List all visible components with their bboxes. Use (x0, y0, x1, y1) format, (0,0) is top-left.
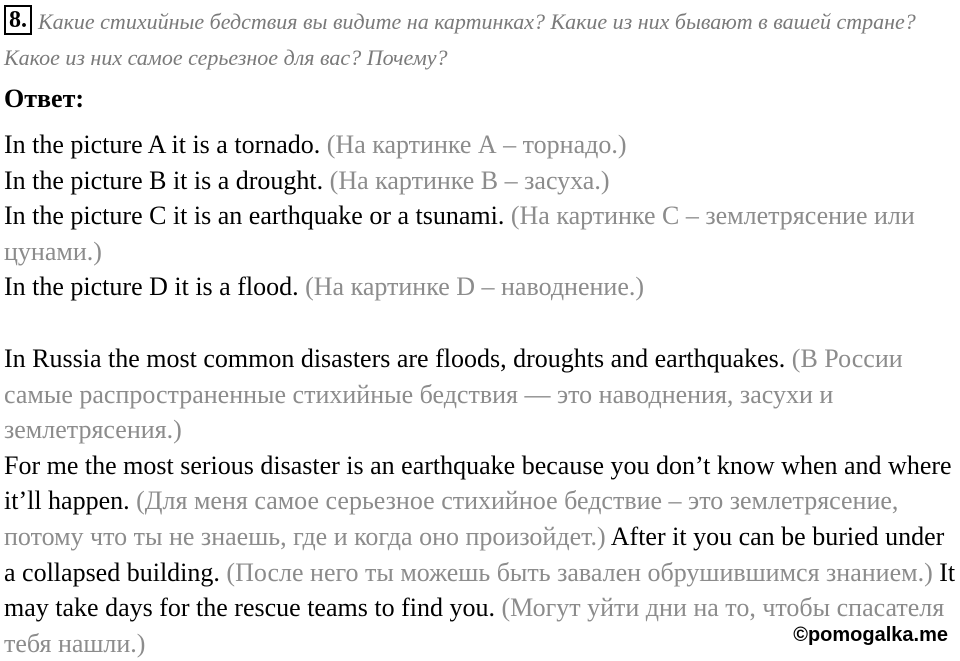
answer-line-a (4, 127, 959, 163)
site-watermark: ©pomogalka.me (793, 624, 948, 646)
english-sentence: After it you can be buried under a collapsed building. (4, 521, 945, 587)
paragraph-gap (4, 305, 959, 341)
english-sentence: In the picture D it is a flood. (4, 272, 299, 302)
russian-translation: (В России самые распространенные стихийные бедствия — это наводнения, засухи и землетрясения.) (4, 343, 903, 445)
russian-translation: (Для меня самое серьезное стихийное бедствие – это землетрясение, потому что ты не знаешь, где и когда оно произойдет.) (4, 486, 899, 551)
answer-body (4, 127, 959, 661)
russian-translation: (На картинке D – наводнение.) (305, 272, 645, 302)
english-sentence: For me the most serious disaster is an earthquake because you don’t know when and where it’ll happen. (4, 450, 952, 516)
answer-line-d (4, 269, 959, 305)
russian-translation: (На картинке В – засуха.) (329, 165, 610, 195)
task-question (4, 4, 954, 76)
russian-translation: (На картинке А – торнадо.) (326, 130, 627, 159)
task-question-text: Какие стихийные бедствия вы видите на картинках? Какие из них бывают в вашей стране? Какое из них самое серьезное для вас? Почему? (4, 9, 916, 70)
russian-translation: (Могут уйти дни на то, чтобы спасателя тебя нашли.) (4, 593, 945, 658)
russian-translation: (На картинке С – землетрясение или цунами.) (4, 201, 915, 266)
english-sentence: In the picture B it is a drought. (4, 165, 324, 195)
english-sentence: In Russia the most common disasters are floods, droughts and earthquakes. (4, 343, 786, 373)
task-number: 8. (4, 5, 32, 35)
english-sentence: In the picture A it is a tornado. (4, 130, 321, 159)
russian-translation: (После него ты можешь быть завален обрушившимся знанием.) (226, 557, 933, 587)
english-sentence: It may take days for the rescue teams to find you. (4, 557, 956, 623)
answer-line-c (4, 198, 959, 269)
answer-line-b (4, 163, 959, 199)
english-sentence: In the picture C it is an earthquake or a tsunami. (4, 201, 505, 231)
answer-heading: Ответ: (4, 84, 85, 113)
paragraph-russia-disasters (4, 341, 959, 448)
